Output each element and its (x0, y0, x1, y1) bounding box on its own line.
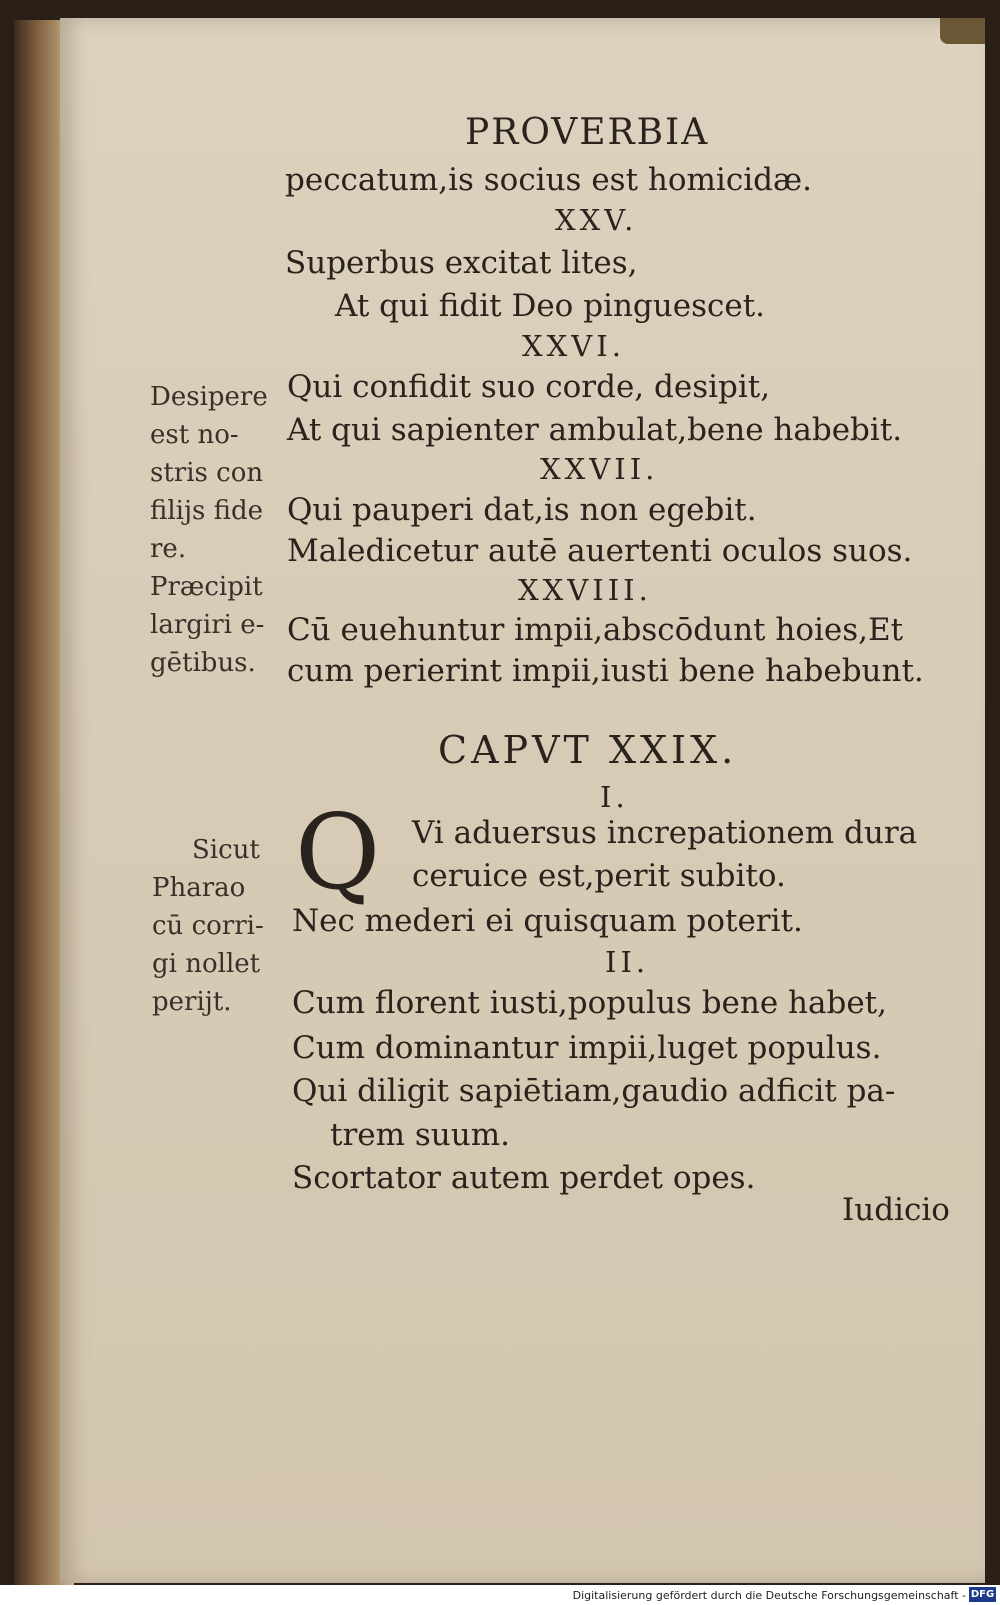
margin-note: perijt. (152, 987, 232, 1017)
margin-note: gētibus. (150, 648, 256, 678)
margin-note: stris con (150, 458, 264, 488)
footer-credit: Digitalisierung gefördert durch die Deutsche Forschungsgemeinschaft - (572, 1589, 966, 1602)
text-line: Cum dominantur impii,luget populus. (292, 1030, 882, 1066)
margin-note: re. (150, 534, 187, 564)
verse-numeral: XXVI. (522, 329, 625, 363)
text-line: Qui pauperi dat,is non egebit. (287, 492, 757, 528)
text-line: At qui fidit Deo pinguescet. (335, 288, 766, 324)
margin-note: largiri e- (150, 610, 265, 640)
margin-note: gi nollet (152, 949, 261, 979)
text-line: peccatum,is socius est homicidæ. (285, 162, 812, 198)
text-line: At qui sapienter ambulat,bene habebit. (287, 412, 903, 448)
verse-numeral: I. (600, 780, 629, 814)
verse-numeral: II. (605, 945, 650, 979)
text-line: Scortator autem perdet opes. (292, 1160, 756, 1196)
verse-numeral: XXVIII. (518, 573, 652, 607)
text-line: Superbus excitat lites, (285, 245, 638, 281)
margin-note: Sicut (192, 835, 260, 865)
text-line: Cū euehuntur impii,abscōdunt hoies,Et (287, 612, 904, 648)
text-line: Maledicetur autē auertenti oculos suos. (287, 533, 913, 569)
margin-note: est no- (150, 420, 239, 450)
text-line: Vi aduersus increpationem dura (412, 815, 918, 851)
page-corner-tab (940, 18, 985, 44)
text-line: Qui diligit sapiētiam,gaudio adficit pa- (292, 1073, 896, 1109)
margin-note: filijs fide (150, 496, 264, 526)
running-header: PROVERBIA (465, 112, 710, 153)
catchword: Iudicio (842, 1192, 950, 1228)
text-line: ceruice est,perit subito. (412, 858, 786, 894)
margin-note: Pharao (152, 873, 246, 903)
drop-cap: Q (295, 791, 381, 913)
chapter-title: CAPVT XXIX. (438, 728, 738, 772)
text-line: trem suum. (330, 1117, 510, 1153)
verse-numeral: XXV. (555, 203, 638, 237)
text-line: Nec mederi ei quisquam poterit. (292, 903, 803, 939)
text-line: Qui confidit suo corde, desipit, (287, 369, 771, 405)
verse-numeral: XXVII. (540, 452, 659, 486)
text-line: cum perierint impii,iusti bene habebunt. (287, 653, 924, 689)
text-line: Cum florent iusti,populus bene habet, (292, 985, 887, 1021)
dfg-logo-icon: DFG (970, 1589, 995, 1600)
margin-note: Desipere (150, 382, 268, 412)
margin-note: cū corri- (152, 911, 264, 941)
margin-note: Præcipit (150, 572, 263, 602)
